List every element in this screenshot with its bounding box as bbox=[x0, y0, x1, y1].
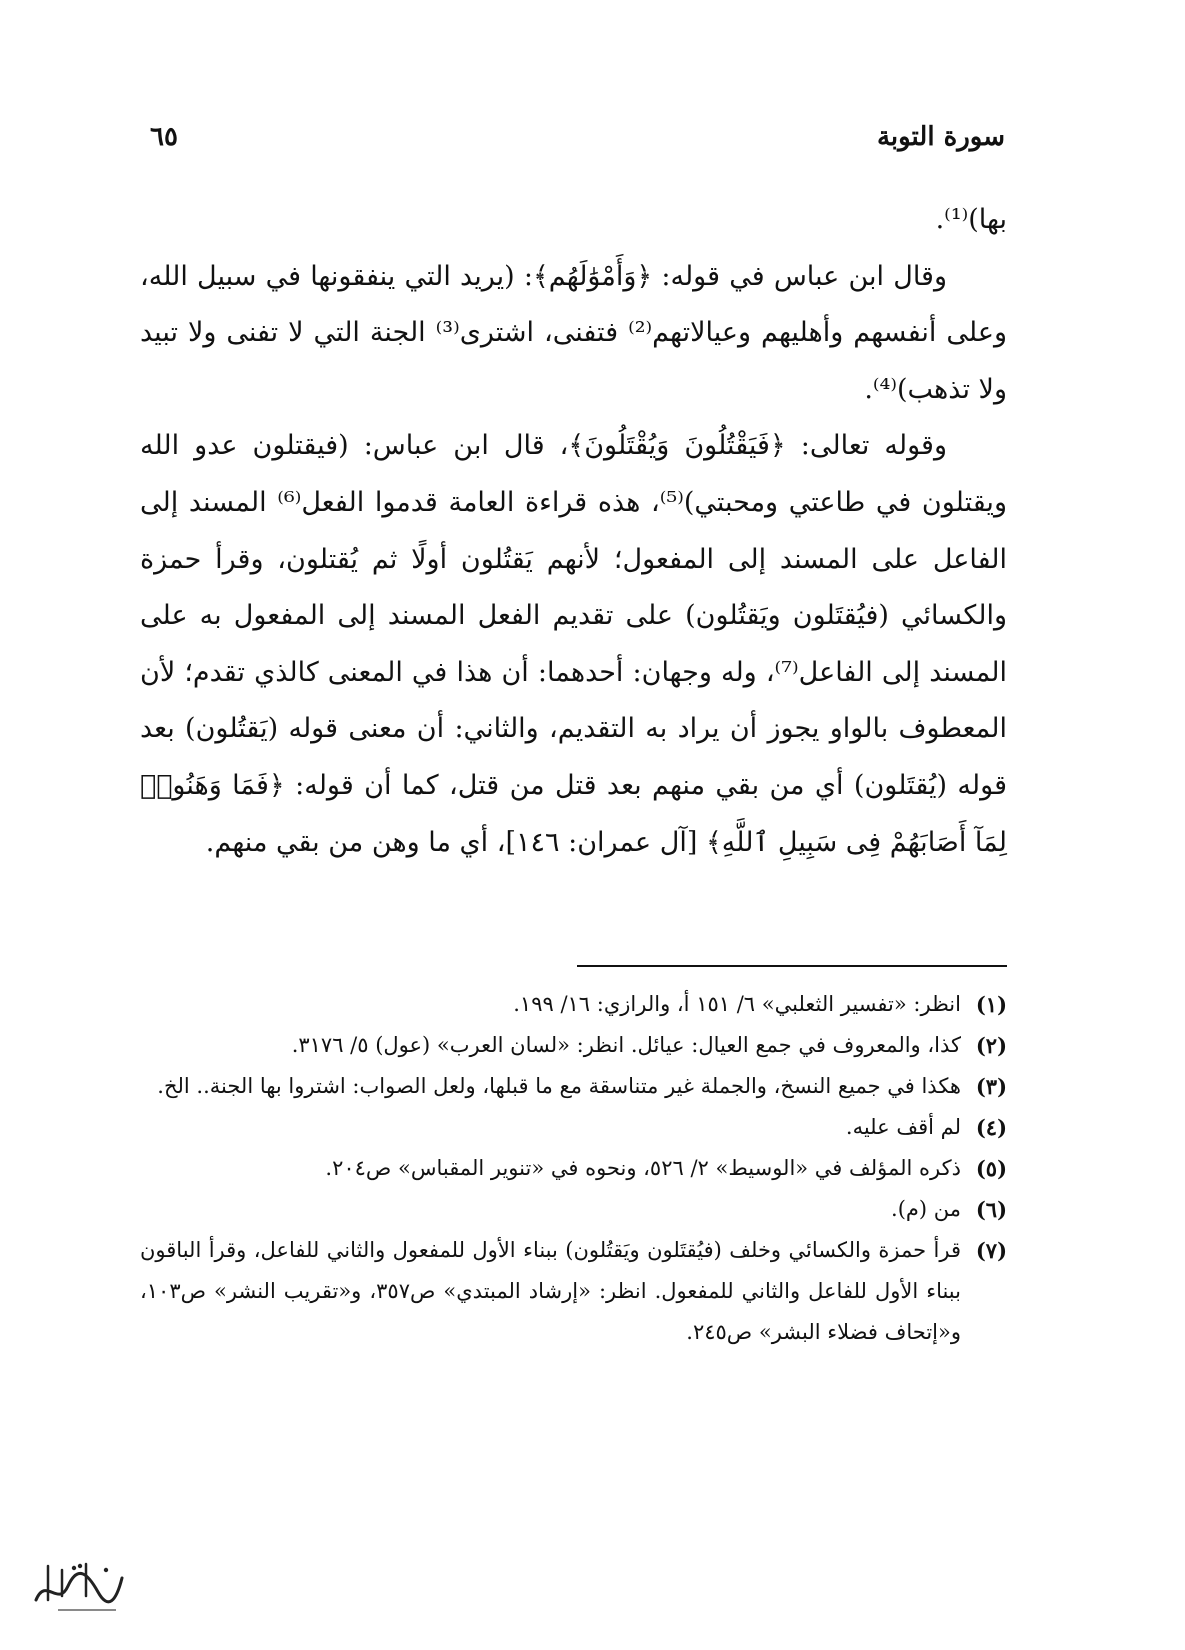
footnote-6 bbox=[140, 1189, 1007, 1230]
footnote-text: ذكره المؤلف في «الوسيط» ٢/ ٥٢٦، ونحوه في «تنوير المقباس» ص٢٠٤. bbox=[325, 1156, 961, 1180]
paragraph-1: بها)⁽¹⁾. bbox=[935, 204, 1007, 235]
footnote-7 bbox=[140, 1230, 1007, 1353]
footnote-number: (٧) bbox=[975, 1238, 1007, 1263]
surah-title: سورة التوبة bbox=[876, 122, 1005, 152]
footnote-number: (٢) bbox=[975, 1033, 1007, 1058]
footnote-text: لم أقف عليه. bbox=[845, 1115, 961, 1139]
footnote-text: قرأ حمزة والكسائي وخلف (فيُقتَلون ويَقتُلون) ببناء الأول للمفعول والثاني للفاعل، وقرأ الباقون ببناء الأول للفاعل والثاني للمفعول. انظر: «إرشاد المبتدي» ص٣٥٧، و«تقريب النشر» ص١٠٣، و«إتحاف فضلاء البشر» ص٢٤٥. bbox=[140, 1238, 961, 1344]
footnote-5 bbox=[140, 1148, 1007, 1189]
footnote-text: كذا، والمعروف في جمع العيال: عيائل. انظر: «لسان العرب» (عول) ٥/ ٣١٧٦. bbox=[291, 1033, 961, 1057]
main-text bbox=[140, 192, 1007, 871]
footnote-number: (١) bbox=[975, 992, 1007, 1017]
footnote-text: هكذا في جميع النسخ، والجملة غير متناسقة مع ما قبلها، ولعل الصواب: اشتروا بها الجنة.. الخ. bbox=[157, 1074, 961, 1098]
footnote-number: (٣) bbox=[975, 1074, 1007, 1099]
footnote-number: (٥) bbox=[975, 1156, 1007, 1181]
footnote-2 bbox=[140, 1025, 1007, 1066]
calligraphy-logo-graphic bbox=[28, 1556, 128, 1616]
paragraph-3: وقوله تعالى: ﴿فَيَقْتُلُونَ وَيُقْتَلُونَ﴾، قال ابن عباس: (فيقتلون عدو الله ويقتلون في طاعتي ومحبتي)⁽⁵⁾، هذه قراءة العامة قدموا الفعل⁽⁶⁾ المسند إلى الفاعل على المسند إلى المفعول؛ لأنهم يَقتُلون أولًا ثم يُقتلون، وقرأ حمزة والكسائي (فيُقتَلون ويَقتُلون) على تقديم الفعل المسند إلى المفعول به على المسند إلى الفاعل⁽⁷⁾، وله وجهان: أحدهما: أن هذا في المعنى كالذي تقدم؛ لأن المعطوف بالواو يجوز أن يراد به التقديم، والثاني: أن معنى قوله (يَقتُلون) بعد قوله (يُقتَلون) أي من بقي منهم بعد قتل من قتل، كما أن قوله: ﴿فَمَا وَهَنُوا۟ لِمَآ أَصَابَهُمْ فِى سَبِيلِ ٱللَّهِ﴾ [آل عمران: ١٤٦]، أي ما وهن من بقي منهم. bbox=[140, 430, 1007, 858]
calligraphy-logo-icon bbox=[28, 1556, 128, 1616]
footnote-text: من (م). bbox=[891, 1197, 961, 1221]
footnote-1 bbox=[140, 984, 1007, 1025]
paragraph-2: وقال ابن عباس في قوله: ﴿وَأَمْوَٰلَهُم﴾: (يريد التي ينفقونها في سبيل الله، وعلى أنفسهم وأهليهم وعيالاتهم⁽²⁾ فتفنى، اشترى⁽³⁾ الجنة التي لا تفنى ولا تبيد ولا تذهب)⁽⁴⁾. bbox=[140, 260, 1007, 405]
footnote-4 bbox=[140, 1107, 1007, 1148]
footnote-separator bbox=[577, 965, 1007, 967]
footnote-text: انظر: «تفسير الثعلبي» ٦/ ١٥١ أ، والرازي: ١٦/ ١٩٩. bbox=[513, 992, 961, 1016]
footnote-number: (٤) bbox=[975, 1115, 1007, 1140]
footnotes bbox=[140, 984, 1007, 1353]
footnote-3 bbox=[140, 1066, 1007, 1107]
footnote-number: (٦) bbox=[975, 1197, 1007, 1222]
page-header bbox=[150, 112, 1005, 162]
page-number: ٦٥ bbox=[150, 122, 178, 152]
